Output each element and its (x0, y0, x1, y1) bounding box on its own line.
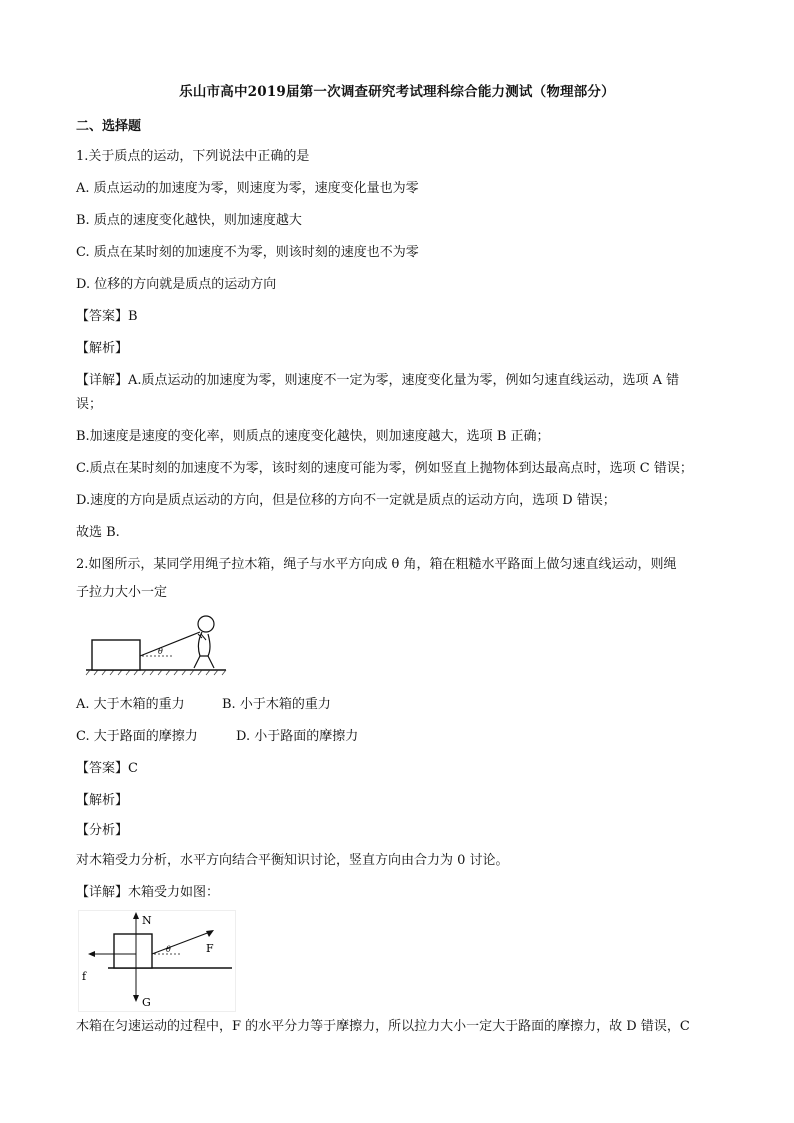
force-label-g: G (142, 996, 151, 1009)
q1-analysis: 【解析】 (76, 341, 129, 356)
q2-answer: 【答案】C (76, 761, 138, 776)
q2-stem-line: 子拉力大小一定 (76, 585, 168, 600)
q2-detail: 【详解】木箱受力如图： (76, 885, 220, 900)
q1-option-a: A. 质点运动的加速度为零，则速度为零，速度变化量也为零 (76, 181, 419, 196)
q2-last-line: 木箱在匀速运动的过程中，F 的水平分力等于摩擦力，所以拉力大小一定大于路面的摩擦力，故 D 错误，C (76, 1019, 690, 1034)
q2-fenxi: 【分析】 (76, 823, 129, 838)
q2-option-d: D. 小于路面的摩擦力 (236, 729, 359, 744)
q1-detail-line: B.加速度是速度的变化率，则质点的速度变化越快，则加速度越大，选项 B 正确； (76, 429, 550, 444)
section-heading: 二、选择题 (76, 119, 142, 134)
q1-conclusion: 故选 B. (76, 525, 120, 540)
q2-fenxi-text: 对木箱受力分析，水平方向结合平衡知识讨论，竖直方向由合力为 0 讨论。 (76, 853, 509, 868)
q2-option-a: A. 大于木箱的重力 (76, 697, 185, 712)
q1-detail-line: 误； (76, 397, 103, 412)
q2-figure-pulling-box (84, 612, 234, 678)
page-title: 乐山市高中2019届第一次调查研究考试理科综合能力测试（物理部分） (179, 84, 615, 100)
q1-option-c: C. 质点在某时刻的加速度不为零，则该时刻的速度也不为零 (76, 245, 419, 260)
theta-label: θ (166, 945, 171, 954)
q1-answer: 【答案】B (76, 309, 138, 324)
q2-force-diagram (78, 910, 236, 1012)
force-label-pull: F (206, 942, 214, 955)
q1-detail-line: 【详解】A.质点运动的加速度为零，则速度不一定为零，速度变化量为零，例如匀速直线运动，选项 A 错 (76, 373, 680, 388)
theta-label: θ (158, 647, 163, 656)
q2-option-c: C. 大于路面的摩擦力 (76, 729, 198, 744)
q2-option-b: B. 小于木箱的重力 (222, 697, 331, 712)
q1-option-d: D. 位移的方向就是质点的运动方向 (76, 277, 277, 292)
q1-detail-line: C.质点在某时刻的加速度不为零，该时刻的速度可能为零，例如竖直上抛物体到达最高点时，选项 C 错误； (76, 461, 693, 476)
q1-option-b: B. 质点的速度变化越快，则加速度越大 (76, 213, 302, 228)
force-label-n: N (142, 914, 152, 927)
force-label-f: f (82, 970, 87, 983)
q2-stem-line: 2.如图所示，某同学用绳子拉木箱，绳子与水平方向成 θ 角，箱在粗糙水平路面上做匀速直线运动，则绳 (76, 557, 677, 572)
q2-analysis: 【解析】 (76, 793, 129, 808)
q1-stem: 1.关于质点的运动，下列说法中正确的是 (76, 149, 310, 164)
q1-detail-line: D.速度的方向是质点运动的方向，但是位移的方向不一定就是质点的运动方向，选项 D 错误； (76, 493, 616, 508)
